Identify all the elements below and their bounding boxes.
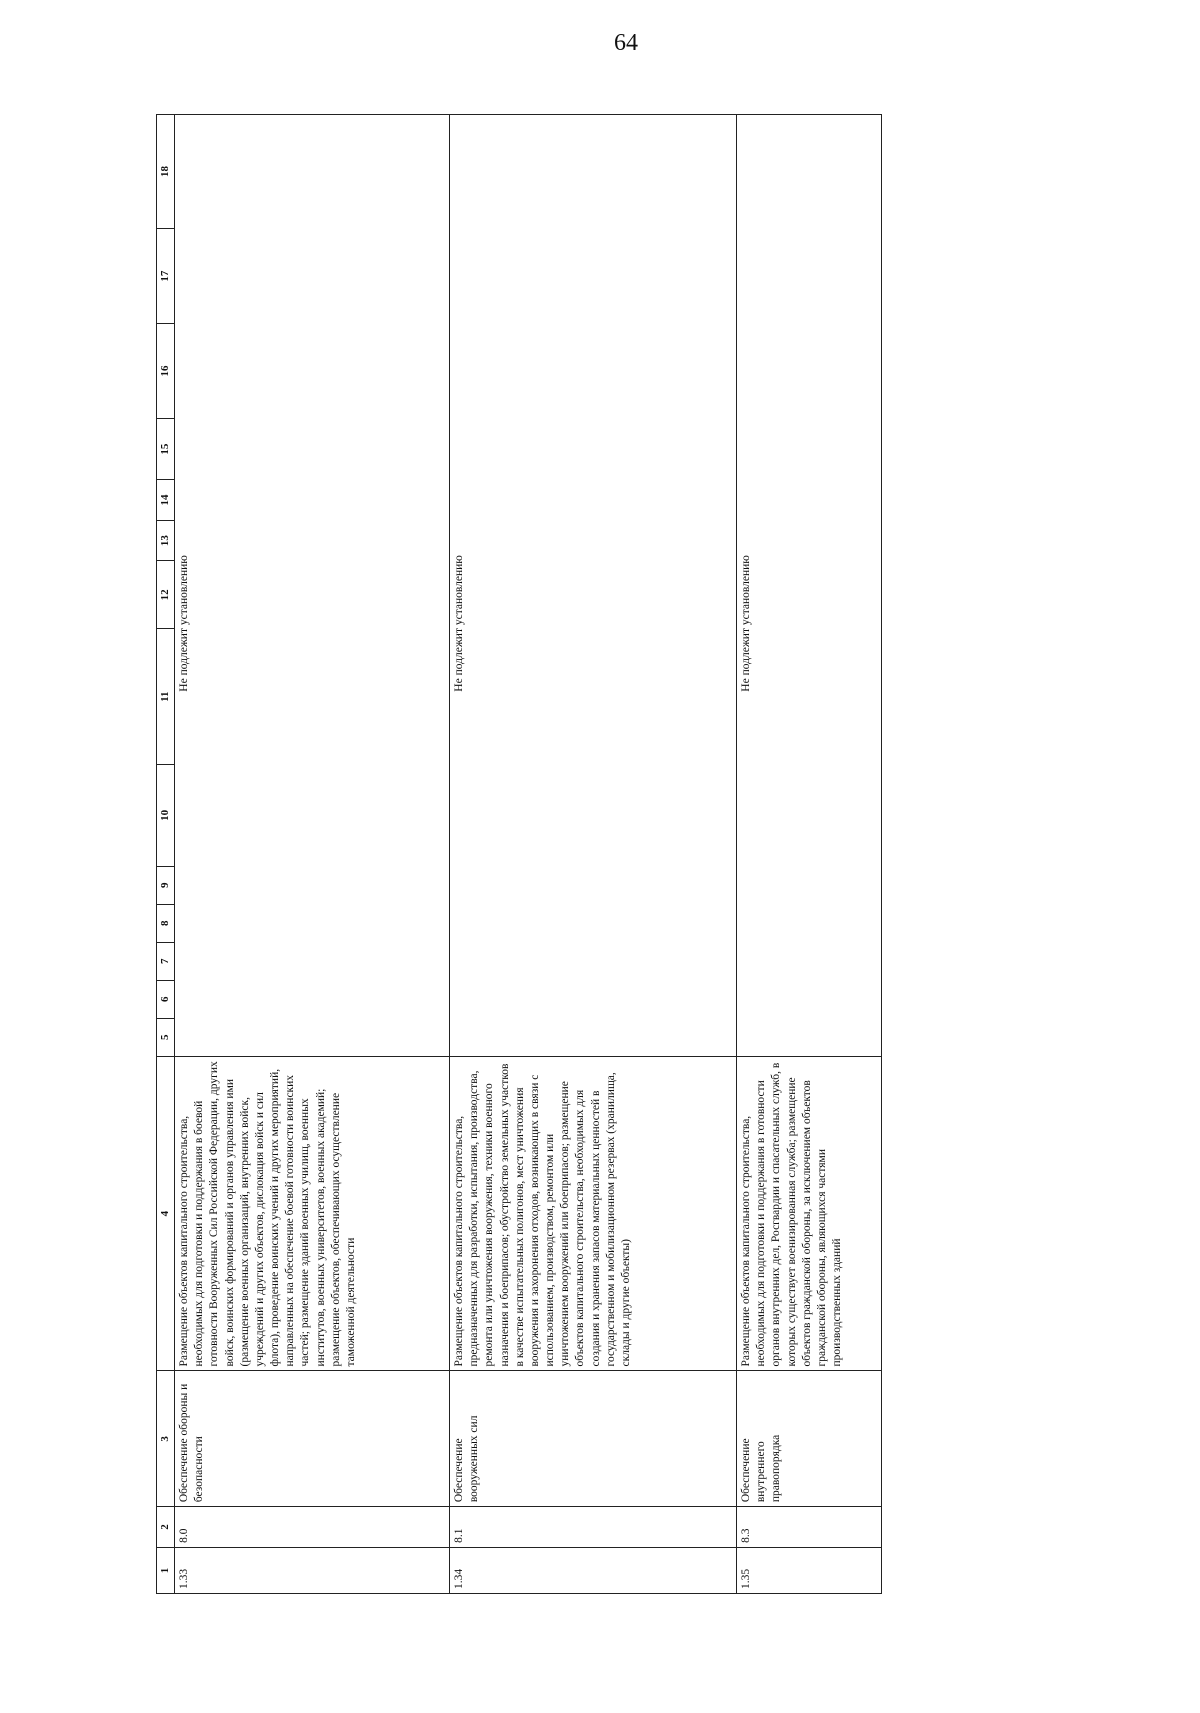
header-cell: 15 <box>157 419 175 480</box>
header-cell: 1 <box>157 1547 175 1593</box>
header-cell: 13 <box>157 520 175 561</box>
row-number: 1.35 <box>737 1547 882 1593</box>
row-name: Обеспечение обороны и безопасности <box>175 1371 450 1507</box>
row-description: Размещение объектов капитального строительства, предназначенных для разработки, испытания, производства, ремонта или уничтожения вооружения, техники военного назначения и боеприпасов; обустройство земельных участков в качестве испытательных полигонов, мест уничтожения вооружения и захоронения отходов, возникающих в связи с использованием, производством, ремонтом или уничтожением вооружений или боеприпасов; размещение объектов капитального строительства, необходимых для создания и хранения запасов материальных ценностей в государственном и мобилизационном резервах (хранилища, склады и другие объекты) <box>450 1056 737 1371</box>
header-cell: 17 <box>157 229 175 324</box>
row-note: Не подлежит установлению <box>740 555 752 692</box>
table-row <box>175 115 450 1594</box>
row-note-cell <box>737 115 882 1057</box>
header-cell: 6 <box>157 980 175 1018</box>
row-code: 8.1 <box>450 1507 737 1548</box>
row-number: 1.33 <box>175 1547 450 1593</box>
header-cell: 14 <box>157 480 175 521</box>
land-use-table <box>156 114 882 1594</box>
row-note: Не подлежит установлению <box>178 555 190 692</box>
row-note: Не подлежит установлению <box>453 555 465 692</box>
row-code: 8.3 <box>737 1507 882 1548</box>
row-name: Обеспечение внутреннего правопорядка <box>737 1371 882 1507</box>
header-row <box>157 115 175 1594</box>
header-cell: 3 <box>157 1371 175 1507</box>
header-cell: 10 <box>157 765 175 867</box>
row-code: 8.0 <box>175 1507 450 1548</box>
row-description: Размещение объектов капитального строительства, необходимых для подготовки и поддержания в готовности органов внутренних дел, Росгвардии и спасательных служб, в которых существует военизированная служба; размещение объектов гражданской обороны, за исключением объектов гражданской обороны, являющихся частями производственных зданий <box>737 1056 882 1371</box>
row-note-cell <box>450 115 737 1057</box>
row-note-cell <box>175 115 450 1057</box>
header-cell: 4 <box>157 1056 175 1371</box>
header-cell: 7 <box>157 942 175 980</box>
row-description: Размещение объектов капитального строительства, необходимых для подготовки и поддержания в боевой готовности Вооруженных Сил Российской Федерации, других войск, воинских формирований и органов управления ими (размещение военных организаций, внутренних войск, учреждений и других объектов, дислокация войск и сил флота), проведение воинских учений и других мероприятий, направленных на обеспечение боевой готовности воинских частей; размещение зданий военных училищ, военных институтов, военных университетов, военных академий; размещение объектов, обеспечивающих осуществление таможенной деятельности <box>175 1056 450 1371</box>
header-cell: 11 <box>157 629 175 765</box>
table-row <box>450 115 737 1594</box>
header-cell: 5 <box>157 1018 175 1056</box>
table-row <box>737 115 882 1594</box>
header-cell: 18 <box>157 115 175 229</box>
header-cell: 9 <box>157 866 175 904</box>
header-cell: 16 <box>157 324 175 419</box>
header-cell: 2 <box>157 1507 175 1548</box>
row-name: Обеспечение вооруженных сил <box>450 1371 737 1507</box>
header-cell: 8 <box>157 904 175 942</box>
rotated-table-wrapper <box>156 114 882 1594</box>
header-cell: 12 <box>157 561 175 629</box>
page-number: 64 <box>614 30 638 56</box>
row-number: 1.34 <box>450 1547 737 1593</box>
